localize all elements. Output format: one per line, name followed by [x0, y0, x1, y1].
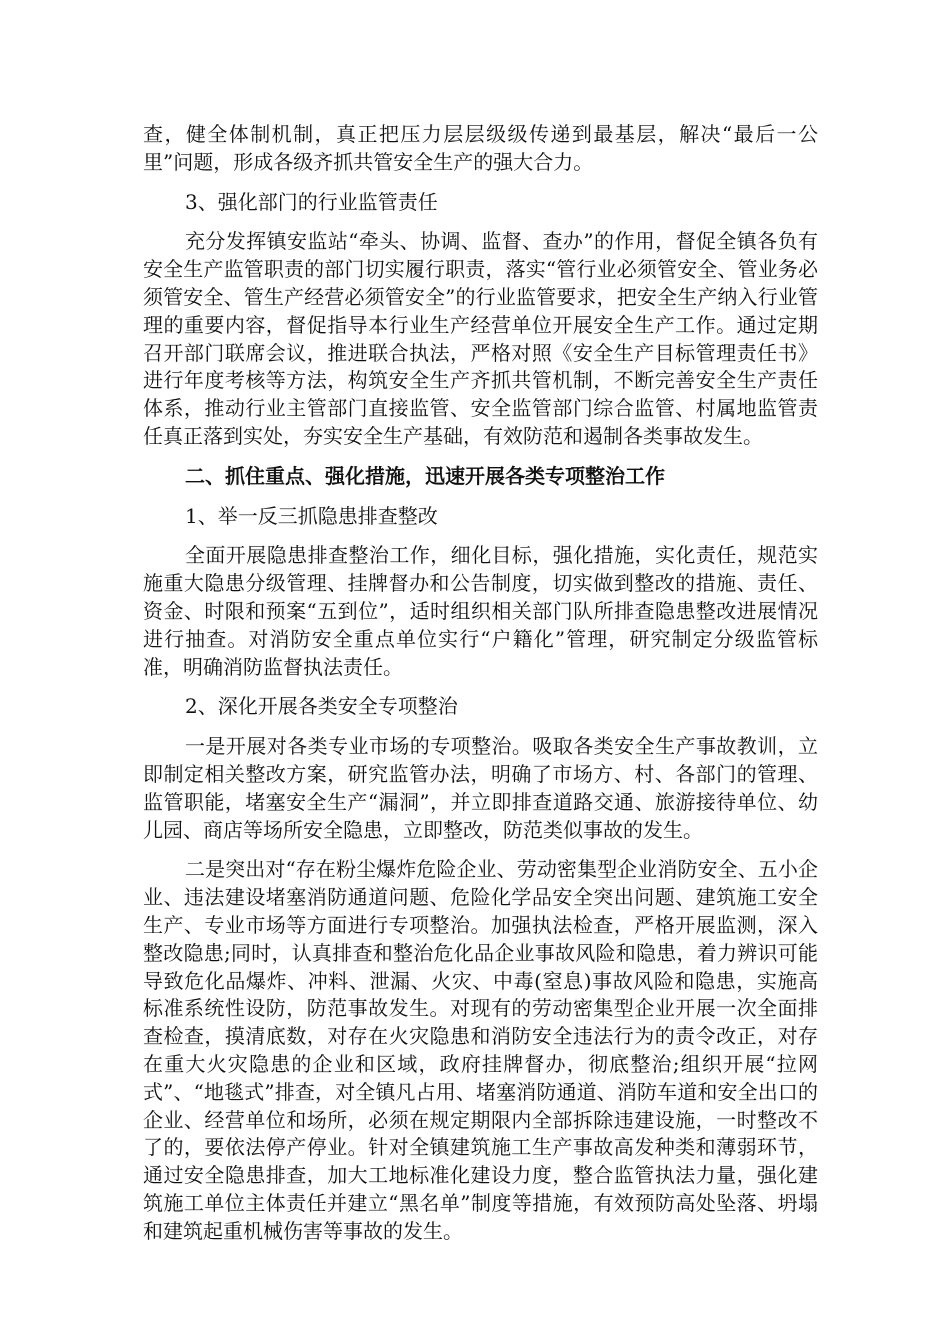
subheading-special-rectification: 2、深化开展各类安全专项整治	[185, 694, 458, 719]
section-heading-two: 二、抓住重点、强化措施，迅速开展各类专项整治工作	[185, 463, 665, 488]
paragraph-key-areas-rectification: 二是突出对“存在粉尘爆炸危险企业、劳动密集型企业消防安全、五小企业、违法建设堵塞消防通道问题、危险化学品安全突出问题、建筑施工安全生产、专业市场等方面进行专项整治。加强执法检查，严格开展监测，深入整改隐患;同时，认真排查和整治危化品企业事故风险和隐患，着力辨识可能导致危化品爆炸、冲料、泄漏、火灾、中毒(窒息)事故风险和隐患，实施高标准系统性设防，防范事故发生。对现有的劳动密集型企业开展一次全面排查检查，摸清底数，对存在火灾隐患和消防安全违法行为的责令改正，对存在重大火灾隐患的企业和区域，政府挂牌督办，彻底整治;组织开展“拉网式”、“地毯式”排查，对全镇凡占用、堵塞消防通道、消防车道和安全出口的企业、经营单位和场所，必须在规定期限内全部拆除违建设施，一时整改不了的，要依法停产停业。针对全镇建筑施工生产事故高发种类和薄弱环节，通过安全隐患排查，加大工地标准化建设力度，整合监管执法力量，强化建筑施工单位主体责任并建立“黑名单”制度等措施，有效预防高处坠落、坍塌和建筑起重机械伤害等事故的发生。	[143, 857, 818, 1243]
paragraph-dept-supervision: 充分发挥镇安监站“牵头、协调、监督、查办”的作用，督促全镇各负有安全生产监管职责的部门切实履行职责，落实“管行业必须管安全、管业务必须管安全、管生产经营必须管安全”的行业监管要求，把安全生产纳入行业管理的重要内容，督促指导本行业生产经营单位开展安全生产工作。通过定期召开部门联席会议，推进联合执法，严格对照《安全生产目标管理责任书》进行年度考核等方法，构筑安全生产齐抓共管机制，不断完善安全生产责任体系，推动行业主管部门直接监管、安全监管部门综合监管、村属地监管责任真正落到实处，夯实安全生产基础，有效防范和遏制各类事故发生。	[143, 229, 818, 448]
subheading-hazard-check: 1、举一反三抓隐患排查整改	[185, 503, 438, 528]
document-page	[143, 121, 818, 1257]
paragraph-market-rectification: 一是开展对各类专业市场的专项整治。吸取各类安全生产事故教训，立即制定相关整改方案，研究监管办法，明确了市场方、村、各部门的管理、监管职能，堵塞安全生产“漏洞”，并立即排查道路交通、旅游接待单位、幼儿园、商店等场所安全隐患，立即整改，防范类似事故的发生。	[143, 734, 818, 842]
paragraph-continuation: 查，健全体制机制，真正把压力层层级级传递到最基层，解决“最后一公里”问题，形成各级齐抓共管安全生产的强大合力。	[143, 122, 818, 174]
subheading-dept-supervision: 3、强化部门的行业监管责任	[185, 189, 438, 214]
paragraph-hazard-check: 全面开展隐患排查整治工作，细化目标，强化措施，实化责任，规范实施重大隐患分级管理、挂牌督办和公告制度，切实做到整改的措施、责任、资金、时限和预案“五到位”，适时组织相关部门队所排查隐患整改进展情况进行抽查。对消防安全重点单位实行“户籍化”管理，研究制定分级监管标准，明确消防监督执法责任。	[143, 543, 818, 679]
